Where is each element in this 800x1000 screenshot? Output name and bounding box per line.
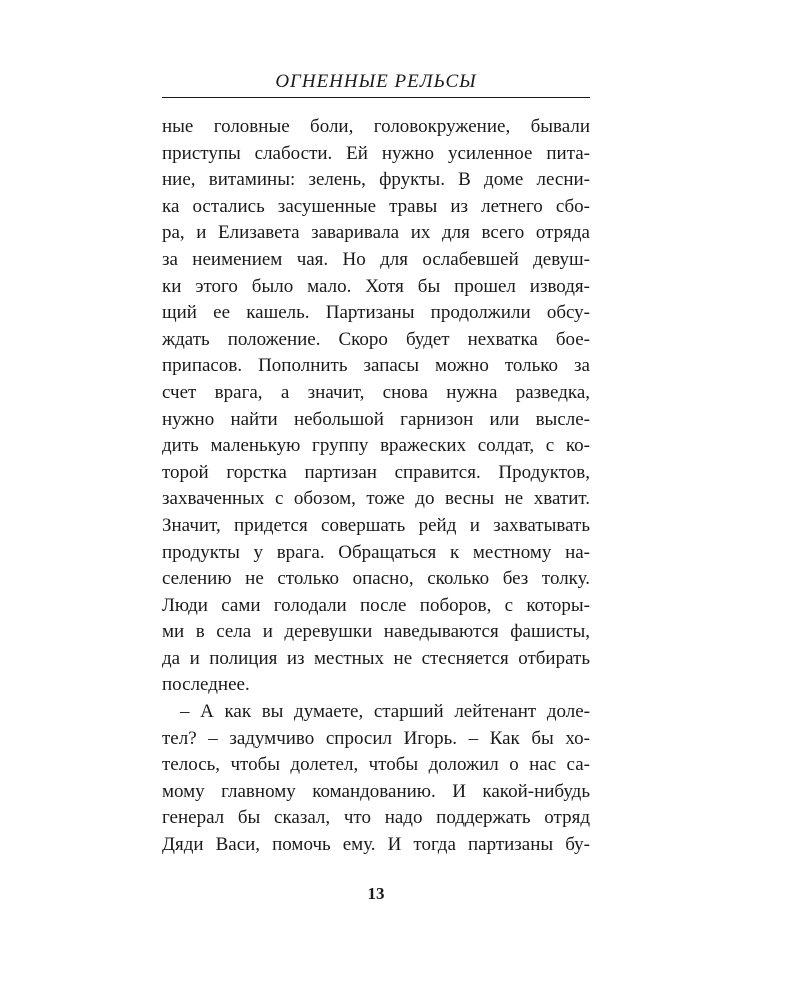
text-line: Люди сами голодали после поборов, с которы- <box>162 594 590 616</box>
text-line: Значит, придется совершать рейд и захватывать <box>162 514 590 536</box>
text-line: да и полиция из местных не стесняется отбирать <box>162 647 590 669</box>
text-line: ра, и Елизавета заваривала их для всего отряда <box>162 222 590 244</box>
text-line: щий ее кашель. Партизаны продолжили обсу- <box>162 302 590 324</box>
text-line: приступы слабости. Ей нужно усиленное пита- <box>162 142 590 164</box>
text-line: ми в села и деревушки наведываются фашисты, <box>162 621 590 643</box>
text-line: за неимением чая. Но для ослабевшей девуш- <box>162 248 590 270</box>
text-line: ные головные боли, головокружение, бывали <box>162 116 590 137</box>
text-line: продукты у врага. Обращаться к местному на- <box>162 541 590 563</box>
dialogue-first-line: – А как вы думаете, старший лейтенант доле- <box>180 701 590 723</box>
text-line: тел? – задумчиво спросил Игорь. – Как бы хо- <box>162 727 590 749</box>
text-line: ка остались засушенные травы из летнего сбо- <box>162 195 590 217</box>
text-line: нужно найти небольшой гарнизон или высле- <box>162 408 590 430</box>
text-line: телось, чтобы долетел, чтобы доложил о нас са- <box>162 754 590 776</box>
page-number: 13 <box>367 884 385 903</box>
text-line: ки этого было мало. Хотя бы прошел изводя- <box>162 275 590 297</box>
text-line: дить маленькую группу вражеских солдат, с ко- <box>162 435 590 457</box>
text-line: Дяди Васи, помочь ему. И тогда партизаны бу- <box>162 834 590 856</box>
text-line: захваченных с обозом, тоже до весны не хватит. <box>162 488 590 510</box>
text-line: селению не столько опасно, сколько без толку. <box>162 568 590 590</box>
text-line: ждать положение. Скоро будет нехватка бое- <box>162 328 590 350</box>
paragraph-end-line: последнее. <box>162 674 250 696</box>
running-header-title: ОГНЕННЫЕ РЕЛЬСЫ <box>275 71 477 92</box>
text-line: припасов. Пополнить запасы можно только за <box>162 355 590 377</box>
text-line: ние, витамины: зелень, фрукты. В доме лесни- <box>162 169 590 191</box>
text-line: торой горстка партизан справится. Продуктов, <box>162 461 590 483</box>
text-line: счет врага, а значит, снова нужна разведка, <box>162 381 590 403</box>
text-line: генерал бы сказал, что надо поддержать отряд <box>162 807 590 829</box>
body-text <box>162 114 590 859</box>
header-divider <box>162 97 590 98</box>
text-line: мому главному командованию. И какой-нибудь <box>162 780 590 802</box>
